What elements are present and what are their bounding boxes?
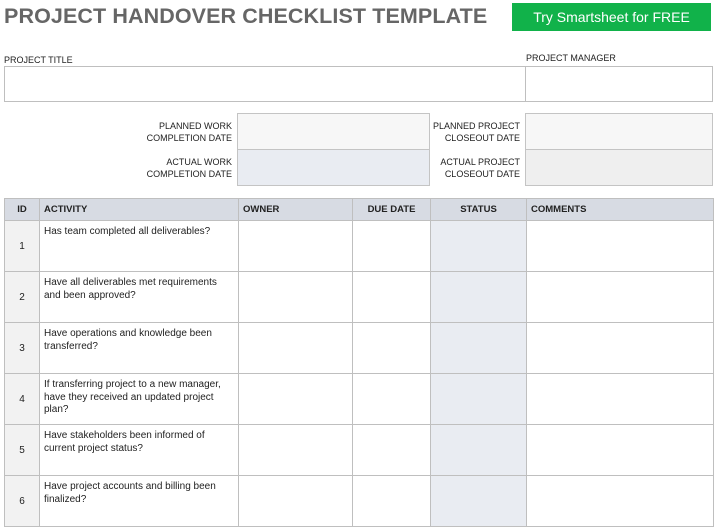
project-title-field[interactable] — [4, 66, 526, 102]
due-date-cell[interactable] — [353, 323, 431, 374]
row-id: 1 — [5, 221, 40, 272]
due-date-cell[interactable] — [353, 272, 431, 323]
owner-cell[interactable] — [239, 425, 353, 476]
column-header-activity: ACTIVITY — [40, 199, 239, 221]
owner-cell[interactable] — [239, 374, 353, 425]
owner-cell[interactable] — [239, 221, 353, 272]
planned-work-completion-date-field[interactable] — [237, 113, 430, 150]
actual-work-completion-date-field[interactable] — [237, 149, 430, 186]
status-cell[interactable] — [431, 221, 527, 272]
table-row — [5, 221, 714, 272]
row-id: 4 — [5, 374, 40, 425]
row-id: 5 — [5, 425, 40, 476]
comments-cell[interactable] — [527, 323, 714, 374]
owner-cell[interactable] — [239, 272, 353, 323]
column-header-comments: COMMENTS — [527, 199, 714, 221]
table-row — [5, 323, 714, 374]
activity-cell[interactable]: Have operations and knowledge been transferred? — [40, 323, 239, 374]
planned-project-closeout-label: PLANNED PROJECT CLOSEOUT DATE — [432, 121, 520, 143]
status-cell[interactable] — [431, 323, 527, 374]
status-cell[interactable] — [431, 374, 527, 425]
due-date-cell[interactable] — [353, 221, 431, 272]
activity-cell[interactable]: If transferring project to a new manager, have they received an updated project plan? — [40, 374, 239, 425]
activity-cell[interactable]: Has team completed all deliverables? — [40, 221, 239, 272]
handover-checklist-table — [4, 198, 714, 527]
project-title-label: PROJECT TITLE — [4, 55, 73, 65]
status-cell[interactable] — [431, 425, 527, 476]
activity-cell[interactable]: Have stakeholders been informed of current project status? — [40, 425, 239, 476]
comments-cell[interactable] — [527, 476, 714, 527]
due-date-cell[interactable] — [353, 374, 431, 425]
due-date-cell[interactable] — [353, 425, 431, 476]
actual-project-closeout-date-field[interactable] — [525, 149, 713, 186]
comments-cell[interactable] — [527, 374, 714, 425]
row-id: 6 — [5, 476, 40, 527]
planned-project-closeout-date-field[interactable] — [525, 113, 713, 150]
column-header-owner: OWNER — [239, 199, 353, 221]
table-row — [5, 272, 714, 323]
column-header-id: ID — [5, 199, 40, 221]
table-header-row — [5, 199, 714, 221]
owner-cell[interactable] — [239, 323, 353, 374]
activity-cell[interactable]: Have project accounts and billing been finalized? — [40, 476, 239, 527]
table-row — [5, 374, 714, 425]
actual-work-completion-label: ACTUAL WORK COMPLETION DATE — [146, 157, 232, 179]
due-date-cell[interactable] — [353, 476, 431, 527]
status-cell[interactable] — [431, 272, 527, 323]
actual-project-closeout-label: ACTUAL PROJECT CLOSEOUT DATE — [440, 157, 520, 179]
table-row — [5, 425, 714, 476]
column-header-due-date: DUE DATE — [353, 199, 431, 221]
status-cell[interactable] — [431, 476, 527, 527]
table-row — [5, 476, 714, 527]
project-manager-label: PROJECT MANAGER — [526, 53, 616, 63]
comments-cell[interactable] — [527, 272, 714, 323]
planned-work-completion-label: PLANNED WORK COMPLETION DATE — [146, 121, 232, 143]
row-id: 3 — [5, 323, 40, 374]
project-manager-field[interactable] — [525, 66, 713, 102]
try-smartsheet-button[interactable]: Try Smartsheet for FREE — [512, 3, 711, 31]
column-header-status: STATUS — [431, 199, 527, 221]
page-title: PROJECT HANDOVER CHECKLIST TEMPLATE — [4, 4, 488, 28]
row-id: 2 — [5, 272, 40, 323]
comments-cell[interactable] — [527, 425, 714, 476]
activity-cell[interactable]: Have all deliverables met requirements and been approved? — [40, 272, 239, 323]
comments-cell[interactable] — [527, 221, 714, 272]
owner-cell[interactable] — [239, 476, 353, 527]
